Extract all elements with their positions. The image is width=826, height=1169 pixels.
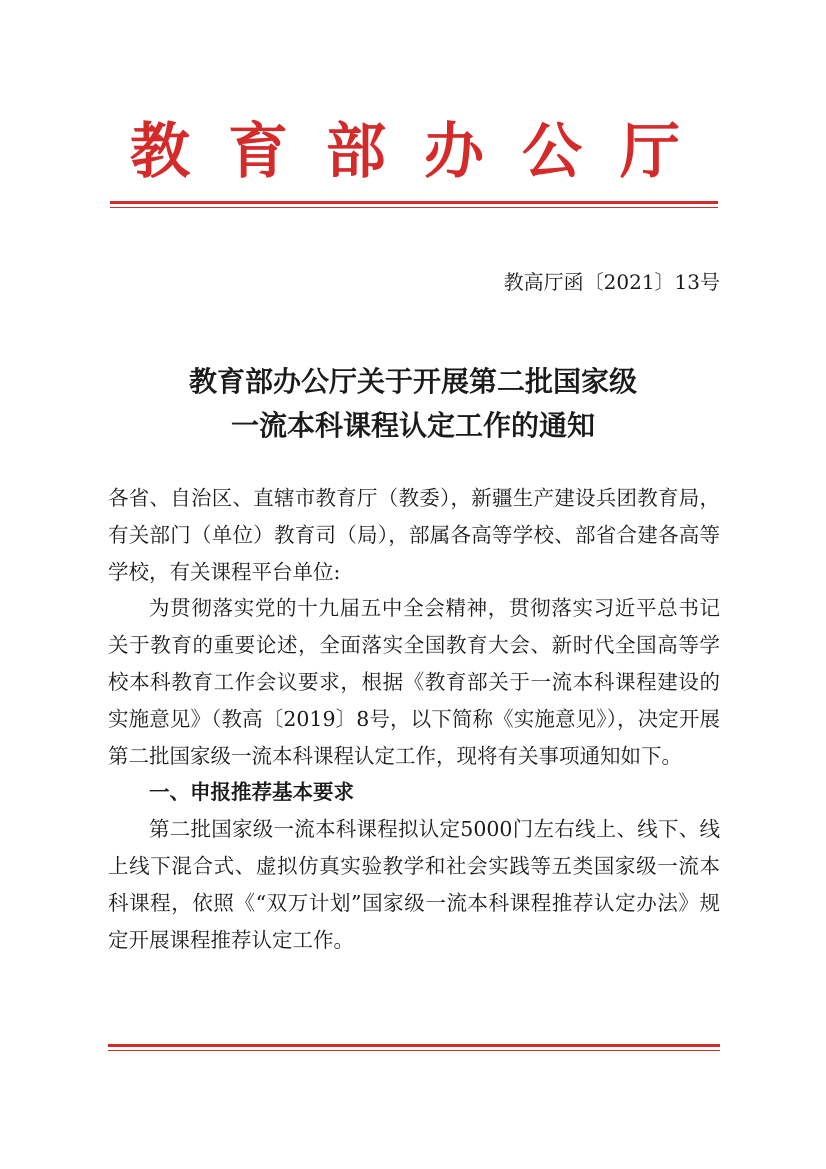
divider-thick-line bbox=[110, 201, 718, 204]
document-body bbox=[108, 480, 720, 958]
title-line-1: 教育部办公厅关于开展第二批国家级 bbox=[188, 365, 637, 398]
body-paragraph: 为贯彻落实党的十九届五中全会精神，贯彻落实习近平总书记关于教育的重要论述，全面落实全国教育大会、新时代全国高等学校本科教育工作会议要求，根据《教育部关于一流本科课程建设的实施意见》（教高〔2019〕8号，以下简称《实施意见》），决定开展第二批国家级一流本科课程认定工作，现将有关事项通知如下。 bbox=[108, 596, 720, 768]
salutation: 各省、自治区、直辖市教育厅（教委），新疆生产建设兵团教育局，有关部门（单位）教育司（局），部属各高等学校、部省合建各高等学校，有关课程平台单位: bbox=[108, 486, 720, 584]
document-title bbox=[0, 360, 826, 448]
masthead-title: 教育部办公厅 bbox=[130, 117, 718, 187]
document-number: 教高厅函〔2021〕13号 bbox=[503, 270, 720, 294]
footer-divider bbox=[108, 1044, 720, 1051]
divider-thin-line bbox=[108, 1050, 720, 1051]
title-line-2: 一流本科课程认定工作的通知 bbox=[230, 409, 595, 442]
section-heading: 一、申报推荐基本要求 bbox=[149, 780, 354, 805]
divider-thick-line bbox=[108, 1044, 720, 1047]
divider-thin-line bbox=[110, 207, 718, 208]
masthead-divider bbox=[110, 201, 718, 208]
body-paragraph: 第二批国家级一流本科课程拟认定5000门左右线上、线下、线上线下混合式、虚拟仿真实验教学和社会实践等五类国家级一流本科课程，依照《“双万计划”国家级一流本科课程推荐认定办法》规定开展课程推荐认定工作。 bbox=[108, 817, 720, 952]
